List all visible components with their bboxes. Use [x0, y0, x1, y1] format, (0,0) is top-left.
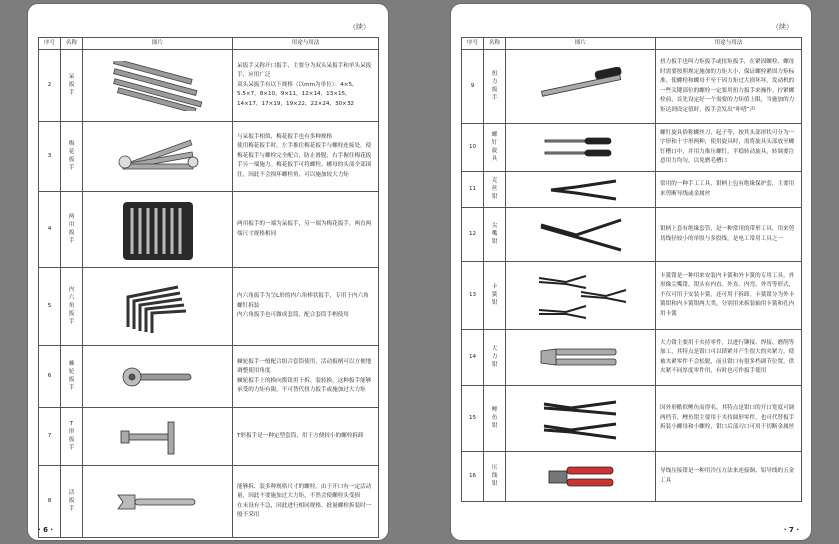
ratchet-wrench-icon	[83, 346, 233, 408]
col-image: 图片	[83, 38, 233, 50]
table-row	[39, 268, 379, 346]
row-desc: 常用的一种手工工具，钳柄上包有绝缘保护套，主要用来剪断导线或金属丝	[656, 172, 802, 208]
needle-nose-pliers-icon	[506, 208, 656, 262]
row-desc: 扭力扳手也叫力矩扳手或扭矩扳手，在紧固螺栓、螺母时需要按照规定施加的力矩大小，保证螺栓紧固力矩标准，使螺栓和螺母不至于因力矩过大损坏坏，发动机的一些关键部位的螺栓一定要用扭力扳手来操作。拧紧螺栓前，首先设定好一个需要的力矩值上限，当施加的力矩达到设定值时，扳手会发出“咔嗒”声	[656, 50, 802, 124]
table-header	[462, 38, 802, 50]
col-use: 用途与用法	[656, 38, 802, 50]
row-num: 2	[39, 50, 61, 122]
tools-table-left	[38, 37, 379, 538]
row-desc: 导线压接钳是一种用冷压方法来连接铜、铝导线的五金工具	[656, 452, 802, 502]
row-num: 5	[39, 268, 61, 346]
table-row	[39, 122, 379, 192]
row-num: 12	[462, 208, 484, 262]
continued-label: （续）	[772, 23, 793, 31]
row-name: 扭力扳手	[484, 50, 506, 124]
row-name: 螺钉旋具	[484, 124, 506, 172]
circlip-pliers-icon	[506, 262, 656, 330]
row-num: 4	[39, 192, 61, 268]
row-desc: 钳柄上套有绝缘套管，是一种常用的带形工具，用来剪切线径较小的单股与多股线，是电工常用工具之一	[656, 208, 802, 262]
row-num: 16	[462, 452, 484, 502]
row-num: 11	[462, 172, 484, 208]
row-name: 鲤鱼钳	[484, 386, 506, 452]
table-row	[39, 50, 379, 122]
table-row	[39, 192, 379, 268]
row-name: 尖嘴钳	[484, 208, 506, 262]
page-number: · 6 ·	[38, 526, 54, 534]
slip-joint-pliers-icon	[506, 386, 656, 452]
continued-label: （续）	[349, 23, 370, 31]
table-row	[462, 330, 802, 386]
open-end-wrench-icon	[83, 50, 233, 122]
hex-key-set-icon	[83, 268, 233, 346]
row-desc: 呆扳手又称开口扳手，主要分为双头呆扳手和单头呆扳手，应用广泛 双头呆扳手有以下规格（以mm为单位）：4×5，5.5×7，8×10，9×11，12×14，13×15，14×17，17×19，19×22，22×24，30×32	[233, 50, 379, 122]
table-row	[462, 124, 802, 172]
locking-pliers-icon	[506, 330, 656, 386]
torque-wrench-icon	[506, 50, 656, 124]
row-name: 呆扳手	[61, 50, 83, 122]
table-row	[462, 262, 802, 330]
row-name: 梅花扳手	[61, 122, 83, 192]
row-name: 活扳手	[61, 466, 83, 538]
row-desc: 因外形酷似鲤鱼而得名，其特点是钳口的开口宽度可调两档节，鲤鱼钳主要用于夹持圆形零件，也可代替扳手拆装小螺母和小螺栓，钳口后部刃口可用于切断金属丝	[656, 386, 802, 452]
row-desc: 两用扳手的一端为呆扳手，另一端为梅花扳手，两直两端尺寸规格相同	[233, 192, 379, 268]
page-number: · 7 ·	[783, 526, 799, 534]
row-desc: 与呆扳手相似，梅花扳手也有多种规格 使用梅花扳手时，左手推住梅花扳手与螺栓连接处，使梅花扳手与螺栓完全配合，防止滑脱；右手握住梅花扳手另一端施力。梅花扳手可将螺栓、螺母的头部全部围住，因此不会损坏螺栓角，可以施加较大力矩	[233, 122, 379, 192]
col-name: 名称	[61, 38, 83, 50]
row-desc: 卡簧钳是一种用来安装内卡簧和外卡簧的专用工具，外形像尖嘴钳，钳头有内直、外直、内弯、外弯等形式，不仅可用于安装卡簧，还可用于拆卸。卡簧钳分为外卡簧钳和内卡簧钳两大类，分别用来拆装轴用卡簧和孔内用卡簧	[656, 262, 802, 330]
row-num: 7	[39, 408, 61, 466]
row-name: 棘轮扳手	[61, 346, 83, 408]
row-desc: 棘轮扳手一般配合组合套筒使用，活动扳柄可以方便地调整使用角度 棘轮扳手上的换向拨钮用于拆、装转换，这种扳手能够承受的力矩有限，不可替代扭力扳手或施加过大力矩	[233, 346, 379, 408]
col-use: 用途与用法	[233, 38, 379, 50]
row-num: 14	[462, 330, 484, 386]
row-desc: T形扳手是一种定型套筒，用于方便较小的螺栓拆卸	[233, 408, 379, 466]
row-name: T形扳手	[61, 408, 83, 466]
table-row	[39, 466, 379, 538]
table-header	[39, 38, 379, 50]
combination-wrench-set-icon	[83, 192, 233, 268]
row-num: 6	[39, 346, 61, 408]
crimping-pliers-icon	[506, 452, 656, 502]
row-name: 卡簧钳	[484, 262, 506, 330]
table-row	[462, 452, 802, 502]
row-num: 10	[462, 124, 484, 172]
table-row	[462, 208, 802, 262]
row-num: 9	[462, 50, 484, 124]
row-num: 8	[39, 466, 61, 538]
row-name: 克丝钳	[484, 172, 506, 208]
col-name: 名称	[484, 38, 506, 50]
row-num: 13	[462, 262, 484, 330]
row-name: 大力钳	[484, 330, 506, 386]
right-page	[451, 4, 811, 540]
ring-spanner-icon	[83, 122, 233, 192]
col-image: 图片	[506, 38, 656, 50]
row-desc: 螺钉旋具俗称螺丝刀、起子等，按其头部形状可分为一字形和十字形两种，使用旋具时，需将旋具头部放至螺钉槽口中，并用力推压螺钉，平稳转动旋具，转调要注意用力均匀，以免磨毛槽口	[656, 124, 802, 172]
tools-table-right	[461, 37, 802, 502]
adjustable-wrench-icon	[83, 466, 233, 538]
table-row	[39, 408, 379, 466]
table-row	[39, 346, 379, 408]
col-num: 序号	[462, 38, 484, 50]
row-name: 内六角扳手	[61, 268, 83, 346]
t-handle-wrench-icon	[83, 408, 233, 466]
table-row	[462, 172, 802, 208]
row-name: 压线钳	[484, 452, 506, 502]
col-num: 序号	[39, 38, 61, 50]
left-page	[28, 4, 388, 540]
row-num: 15	[462, 386, 484, 452]
combination-pliers-icon	[506, 172, 656, 208]
table-row	[462, 386, 802, 452]
row-desc: 内六角扳手为呈L形的内六角棒状扳手，专用于内六角螺钉拆装 内六角扳手也可做成套筒，配合套筒手柄使用	[233, 268, 379, 346]
table-row	[462, 50, 802, 124]
row-desc: 能够拆、装多种规格尺寸的螺栓，由于开口有一定活动量，因此不要施加过大力矩，不然会使螺栓头受损 在未设有不急，因此进行相同规格、批量螺栓拆装时一般不采用	[233, 466, 379, 538]
row-name: 两用扳手	[61, 192, 83, 268]
row-desc: 大力钳主要用于夹持零件，以进行铆接、焊接、磨削等加工，其特点是钳口可以锁紧并产生很大的夹紧力，使被夹紧零件不会松脱，而且钳口有很多档调节位置，供夹紧不同厚度零件用，有时也可作扳手使用	[656, 330, 802, 386]
screwdriver-icon	[506, 124, 656, 172]
row-num: 3	[39, 122, 61, 192]
